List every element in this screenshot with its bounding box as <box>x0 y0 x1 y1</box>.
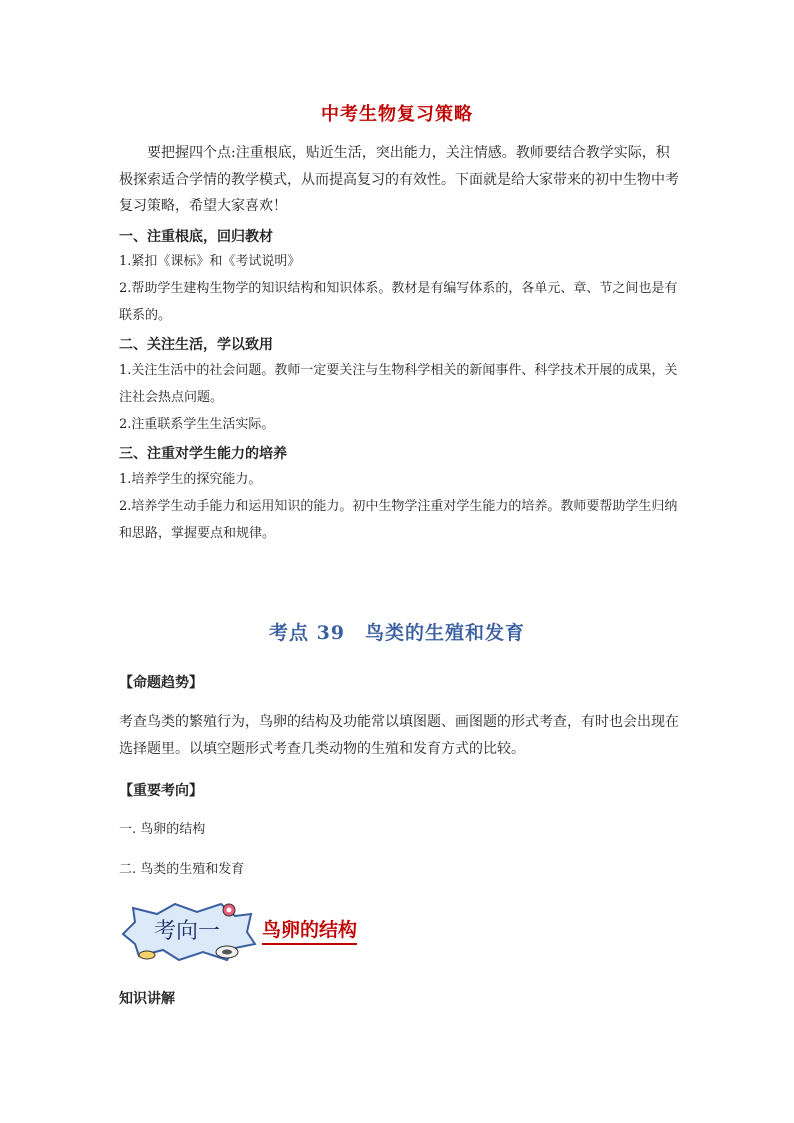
direction-label: 【重要考向】 <box>119 783 203 799</box>
section-1-item-2: 2.帮助学生建构生物学的知识结构和知识体系。教材是有编写体系的，各单元、章、节之间也是有联系的。 <box>119 281 678 323</box>
section-heading-3: 三、注重对学生能力的培养 <box>119 446 287 462</box>
section-3-item-1: 1.培养学生的探究能力。 <box>119 472 262 487</box>
strategy-intro: 要把握四个点:注重根底，贴近生活，突出能力，关注情感。教师要结合教学实际，积极探索适合学情的教学模式，从而提高复习的有效性。下面就是给大家带来的初中生物中考复习策略，希望大家喜欢！ <box>119 145 679 214</box>
direction-item-1: 一. 鸟卵的结构 <box>119 822 206 837</box>
section-1-item-1: 1.紧扣《课标》和《考试说明》 <box>119 254 301 269</box>
section-3-item-2: 2.培养学生动手能力和运用知识的能力。初中生物学注重对学生能力的培养。教师要帮助学生归纳和思路，掌握要点和规律。 <box>119 499 678 541</box>
section-heading-1: 一、注重根底，回归教材 <box>119 229 273 245</box>
badge-title: 鸟卵的结构 <box>262 918 357 945</box>
knowledge-label: 知识讲解 <box>119 991 175 1007</box>
badge-text: 考向一 <box>153 919 221 944</box>
section-heading-2: 二、关注生活，学以致用 <box>119 337 273 353</box>
strategy-title: 中考生物复习策略 <box>321 104 473 125</box>
trend-text: 考查鸟类的繁殖行为，鸟卵的结构及功能常以填图题、画图题的形式考查，有时也会出现在选择题里。以填空题形式考查几类动物的生殖和发育方式的比较。 <box>119 714 679 757</box>
section-2-item-1: 1.关注生活中的社会问题。教师一定要关注与生物科学相关的新闻事件、科学技术开展的成果，关注社会热点问题。 <box>119 363 678 405</box>
direction-item-2: 二. 鸟类的生殖和发育 <box>119 862 245 877</box>
trend-label: 【命题趋势】 <box>119 675 203 691</box>
topic-title: 考点 39 鸟类的生殖和发育 <box>268 622 526 644</box>
badge-graphic <box>117 900 257 962</box>
section-2-item-2: 2.注重联系学生生活实际。 <box>119 417 275 432</box>
